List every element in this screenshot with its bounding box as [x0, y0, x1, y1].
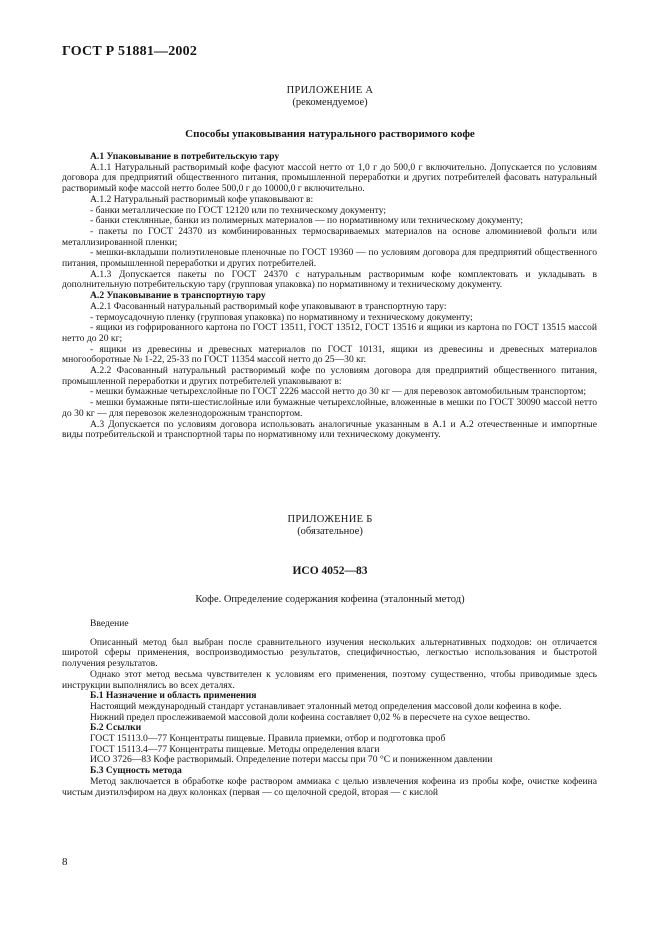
paragraph: А.2.1 Фасованный натуральный растворимый кофе упаковывают в транспортную тару: [90, 300, 447, 312]
appendix-a-status: (рекомендуемое) [292, 97, 368, 108]
paragraph: А.1.2 Натуральный растворимый кофе упаковывают в: [90, 193, 314, 205]
paragraph: - термоусадочную пленку (групповая упаковка) по нормативному и техническому документу; [90, 311, 473, 323]
appendix-a-body [62, 152, 597, 441]
page-number: 8 [62, 856, 68, 868]
paragraph: - банки металлические по ГОСТ 12120 или по техническому документу; [90, 204, 387, 216]
appendix-b-body [62, 619, 597, 798]
paragraph: А.1.1 Натуральный растворимый кофе фасуют массой нетто от 1,0 г до 500,0 г включительно. Допускается по условиям договора для предприятий общественного питания, промышленной переработки и других потребителей фасовать натуральный растворимый кофе массой нетто более 500,0 г до 10000,0 г включительно. [62, 161, 597, 195]
appendix-a-heading: Способы упаковывания натурального растворимого кофе [185, 128, 475, 140]
paragraph: Нижний предел прослеживаемой массовой доли кофеина составляет 0,02 % в пересчете на сухое вещество. [90, 711, 531, 723]
section-heading: Б.1 Назначение и область применения [90, 690, 257, 702]
paragraph: Настоящий международный стандарт устанавливает эталонный метод определения массовой доли кофеина в кофе. [90, 700, 562, 712]
paragraph: Введение [90, 618, 129, 629]
paragraph: А.2.2 Фасованный натуральный растворимый кофе по условиям договора для предприятий общественного питания, промышленной переработки и других потребителей упаковывают в: [62, 365, 597, 387]
paragraph: - мешки бумажные пяти-шестислойные или бумажные четырехслойные, вложенные в мешки по ГОСТ 30090 массой нетто до 30 кг — для перевозок железнодорожным транспортом. [62, 397, 597, 419]
section-heading: Б.2 Ссылки [90, 722, 142, 734]
paragraph: ГОСТ 15113.4—77 Концентраты пищевые. Методы определения влаги [90, 743, 380, 755]
paragraph: - пакеты по ГОСТ 24370 из комбинированных термосвариваемых материалов на основе алюминиевой фольги или металлизированной пленки; [62, 225, 597, 248]
paragraph: - ящики из древесины и древесных материалов по ГОСТ 10131, ящики из древесины и древесных материалов многооборотные № 1-22, 25-33 по ГОСТ 11354 массой нетто до 25—30 кг. [62, 343, 597, 366]
paragraph: - мешки-вкладыши полиэтиленовые пленочные по ГОСТ 19360 — по условиям договора для предприятий общественного питания, промышленной переработки и других потребителей. [62, 247, 597, 270]
appendix-b-title: ПРИЛОЖЕНИЕ Б [287, 514, 373, 525]
paragraph: - ящики из гофрированного картона по ГОСТ 13511, ГОСТ 13512, ГОСТ 13516 и ящики из картона по ГОСТ 13515 массой нетто до 20 кг; [62, 322, 597, 344]
section-heading: А.2 Упаковывание в транспортную тару [90, 290, 266, 302]
paragraph: А.1.3 Допускается пакеты по ГОСТ 24370 с натуральным растворимым кофе комплектовать и укладывать в дополнительную потребительскую тару (групповая упаковка) по нормативному и техническому документу. [62, 268, 597, 291]
paragraph: - мешки бумажные четырехслойные по ГОСТ 2226 массой нетто до 30 кг — для перевозок автомобильным транспортом; [90, 386, 587, 398]
document-header: ГОСТ Р 51881—2002 [62, 44, 198, 59]
paragraph: Однако этот метод весьма чувствителен к условиям его применения, поэтому существенно, чтобы приводимые здесь инструкции выполнялись во всех деталях. [62, 668, 597, 691]
section-heading: А.1 Упаковывание в потребительскую тару [90, 151, 280, 162]
appendix-b-subtitle: Кофе. Определение содержания кофеина (эталонный метод) [195, 594, 465, 605]
appendix-b-status: (обязательное) [297, 526, 363, 537]
paragraph: - банки стеклянные, банки из полимерных материалов — по нормативному или техническому документу; [90, 215, 524, 227]
paragraph: Описанный метод был выбран после сравнительного изучения нескольких альтернативных подходов: он отличается широтой сферы применения, воспроизводимостью результатов, специфичностью, легкостью использования и быстротой получения результатов. [62, 636, 597, 670]
paragraph: ИСО 3726—83 Кофе растворимый. Определение потери массы при 70 °С и пониженном давлении [90, 754, 493, 766]
section-heading: Б.3 Сущность метода [90, 765, 182, 777]
paragraph: Метод заключается в обработке кофе раствором аммиака с целью извлечения кофеина из пробы кофе, очистке кофеина чистым диэтилэфиром на двух колонках (первая — со щелочной средой, вторая — с кислой [62, 775, 597, 798]
appendix-a-title: ПРИЛОЖЕНИЕ А [286, 85, 374, 96]
paragraph: ГОСТ 15113.0—77 Концентраты пищевые. Правила приемки, отбор и подготовка проб [90, 733, 446, 745]
paragraph: А.3 Допускается по условиям договора использовать аналогичные указанным в А.1 и А.2 отечественные и импортные виды потребительской и транспортной тары по нормативному или техническому документу. [62, 418, 597, 441]
standard-number: ИСО 4052—83 [292, 565, 368, 577]
